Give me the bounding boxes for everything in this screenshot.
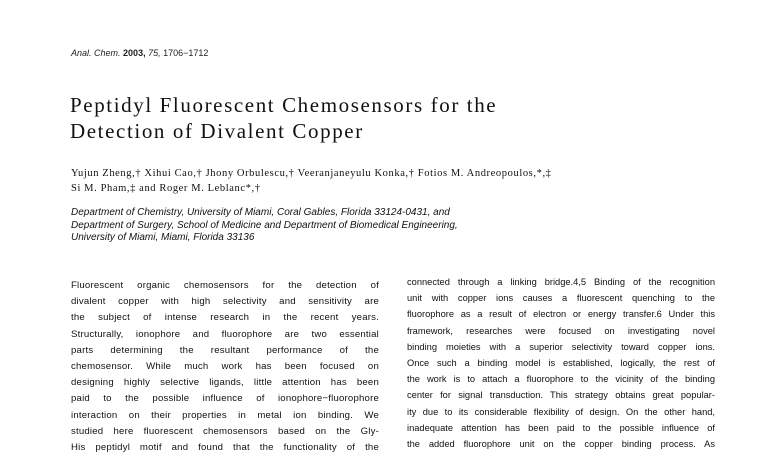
author-line: Yujun Zheng,† Xihui Cao,† Jhony Orbulescu,† Veeranjaneyulu Konka,† Fotios M. Andreopoulos,*,‡: [71, 168, 552, 179]
body-line: binding moieties with a superior selectivity toward copper ions.: [407, 341, 715, 352]
body-line: the added fluorophore unit on the copper binding process. As: [407, 439, 715, 450]
title-line: Detection of Divalent Copper: [70, 119, 364, 143]
abstract-line: His peptidyl motif and found that the functionality of the: [71, 442, 379, 454]
body-column: [407, 274, 715, 452]
abstract-line: interaction on their properties in metal ion binding. We: [71, 409, 379, 421]
abstract-line: paid to the possible influence of ionophore−fluorophore: [71, 393, 379, 405]
journal-year: 2003,: [123, 48, 146, 58]
affiliation-line: University of Miami, Miami, Florida 33136: [71, 232, 255, 243]
abstract-line: designing highly selective ligands, little attention has been: [71, 377, 379, 389]
journal-name: Anal. Chem.: [71, 48, 121, 58]
affiliation-line: Department of Surgery, School of Medicine and Department of Biomedical Engineering,: [71, 219, 458, 231]
body-line: framework, researches were focused on investigating novel: [407, 325, 715, 336]
journal-pages: 1706−1712: [163, 48, 209, 58]
abstract-line: divalent copper with high selectivity and sensitivity are: [71, 296, 379, 308]
abstract-line: the subject of intense research in the recent years.: [71, 312, 379, 324]
affiliations: [71, 207, 761, 245]
abstract-line: parts determining the resultant performance of the: [71, 344, 379, 356]
abstract-line: chemosensor. While much work has been focused on: [71, 361, 379, 373]
body-line: unit with copper ions causes a fluorescent quenching to the: [407, 293, 715, 304]
abstract-column: [71, 278, 379, 456]
body-line: center for signal transduction. This strategy obtains great popular-: [407, 390, 715, 401]
paper-title: [70, 92, 750, 144]
body-line: fluorophore as a result of electron or energy transfer.6 Under this: [407, 309, 715, 320]
abstract-line: Fluorescent organic chemosensors for the detection of: [71, 280, 379, 291]
abstract-line: Structurally, ionophore and fluorophore are two essential: [71, 328, 379, 340]
body-line: the work is to attach a fluorophore to the vicinity of the binding: [407, 374, 715, 385]
author-list: [71, 166, 761, 196]
author-line: Si M. Pham,‡ and Roger M. Leblanc*,†: [71, 183, 261, 194]
journal-citation: [71, 48, 208, 58]
affiliation-line: Department of Chemistry, University of Miami, Coral Gables, Florida 33124-0431, and: [71, 207, 450, 218]
journal-volume: 75,: [148, 48, 161, 58]
body-line: connected through a linking bridge.4,5 Binding of the recognition: [407, 277, 715, 287]
title-line: Peptidyl Fluorescent Chemosensors for the: [70, 93, 498, 117]
body-line: ity due to its considerable flexibility of design. On the other hand,: [407, 406, 715, 417]
body-line: Once such a binding model is established, logically, the rest of: [407, 358, 715, 369]
abstract-line: studied here fluorescent chemosensors based on the Gly-: [71, 425, 379, 437]
body-line: inadequate attention has been paid to the possible influence of: [407, 422, 715, 433]
